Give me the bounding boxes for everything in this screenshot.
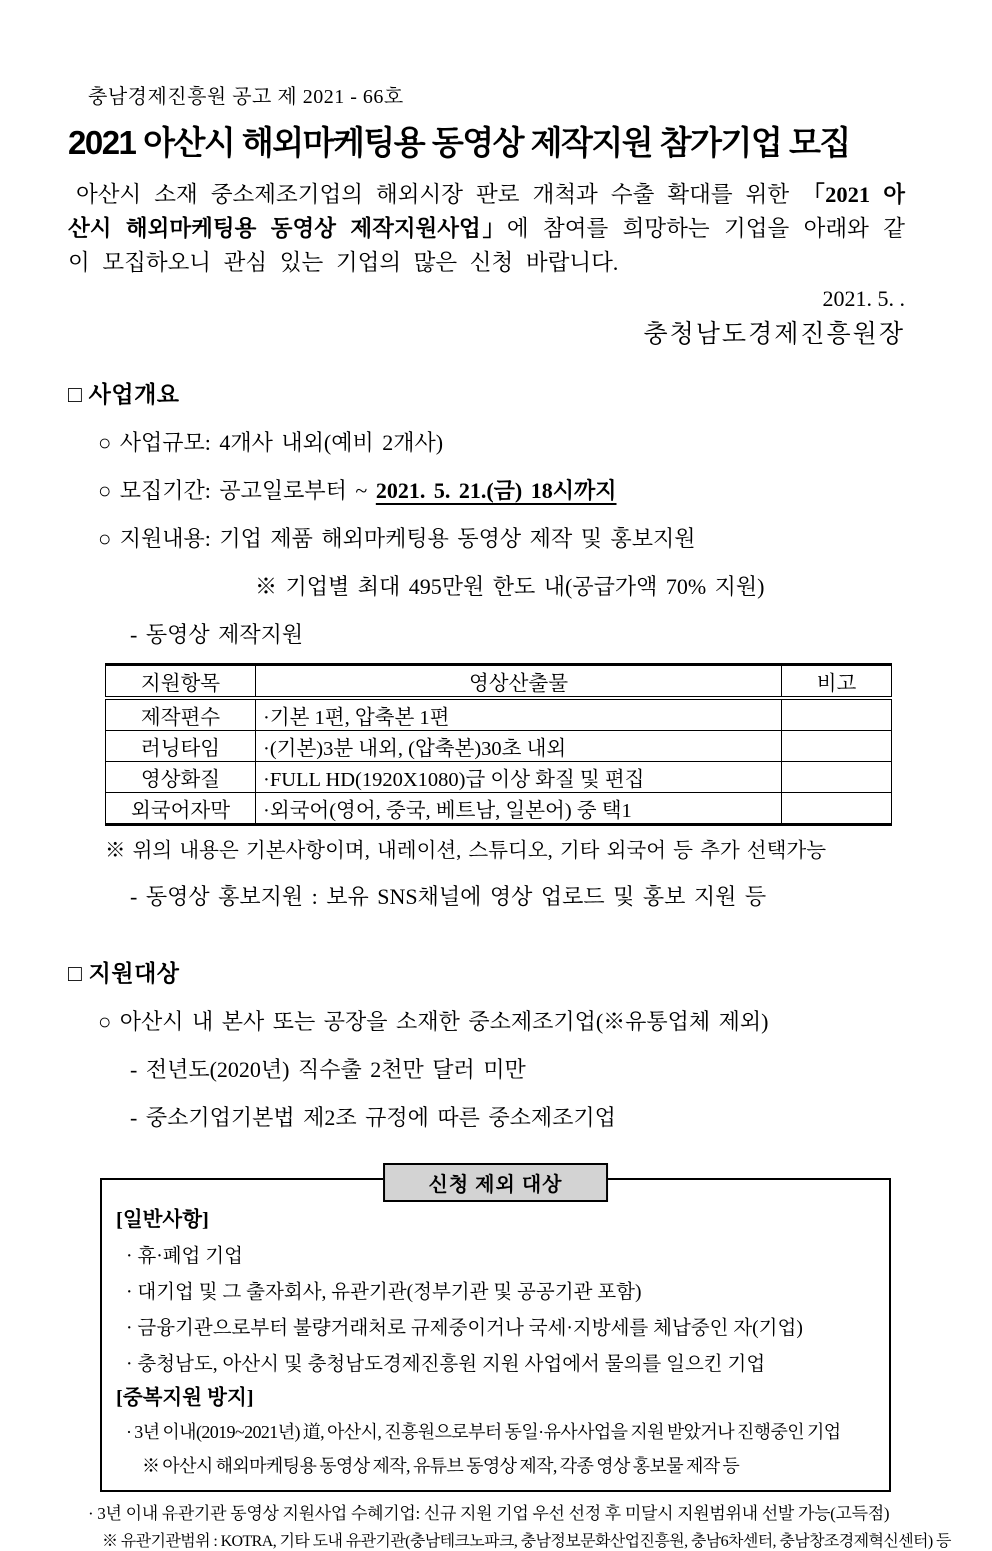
support-limit-note: ※ 기업별 최대 495만원 한도 내(공급가액 70% 지원) <box>255 573 765 599</box>
table-header-remarks: 비고 <box>782 664 892 698</box>
exclusion-item-closed-business: · 휴·폐업 기업 <box>126 1245 243 1267</box>
table-cell-item: 영상화질 <box>106 761 256 792</box>
intro-paragraph <box>68 178 905 281</box>
exclusion-box-title: 신청 제외 대상 <box>383 1163 609 1202</box>
table-cell-note <box>782 761 892 792</box>
exclusion-general-heading: [일반사항] <box>116 1208 209 1231</box>
table-row <box>106 792 892 824</box>
table-header-support-item: 지원항목 <box>106 664 256 698</box>
document-title: 2021 아산시 해외마케팅용 동영상 제작지원 참가기업 모집 <box>68 124 850 161</box>
footer-note-related-orgs: ※ 유관기관범위 : KOTRA, 기타 도내 유관기관(충남테크노파크, 충남정보문화산업진흥원, 충남6차센터, 충남창조경제혁신센터) 등 <box>102 1532 951 1550</box>
intro-program-name: 「2021 아산시 해외마케팅용 동영상 제작지원사업」 <box>68 182 905 242</box>
intro-text-before: 아산시 소재 중소제조기업의 해외시장 판로 개척과 수출 확대를 위한 <box>76 182 803 207</box>
table-footnote: ※ 위의 내용은 기본사항이며, 내레이션, 스튜디오, 기타 외국어 등 추가 선택가능 <box>105 839 827 862</box>
table-cell-output: ·(기본)3분 내외, (압축본)30초 내외 <box>256 730 782 761</box>
bullet-recruit-period <box>68 474 905 505</box>
exclusion-item-large-company: · 대기업 및 그 출자회사, 유관기관(정부기관 및 공공기관 포함) <box>126 1281 642 1303</box>
bullet-target-main: ○ 아산시 내 본사 또는 공장을 소재한 중소제조기업(※유통업체 제외) <box>98 1008 769 1034</box>
table-row <box>106 730 892 761</box>
table-cell-item: 외국어자막 <box>106 792 256 824</box>
table-cell-item: 러닝타임 <box>106 730 256 761</box>
recruit-period-label: ○ 모집기간: 공고일로부터 ~ <box>98 477 376 503</box>
bullet-business-scale: ○ 사업규모: 4개사 내외(예비 2개사) <box>98 429 444 455</box>
exclusion-box <box>100 1173 891 1492</box>
sub-item-video-production: - 동영상 제작지원 <box>130 621 304 647</box>
exclusion-duplicate-heading: [중복지원 방지] <box>116 1386 254 1409</box>
table-cell-output: ·기본 1편, 압축본 1편 <box>256 698 782 731</box>
table-cell-note <box>782 792 892 824</box>
intro-text-after: 에 참여를 희망하는 기업을 아래와 같이 모집하오니 관심 있는 기업의 많은 신청 바랍니다. <box>68 216 905 276</box>
recruit-deadline: 2021. 5. 21.(금) 18시까지 <box>375 477 617 503</box>
footer-note-priority: · 3년 이내 유관기관 동영상 지원사업 수혜기업: 신규 지원 기업 우선 선정 후 미달시 지원범위내 선발 가능(고득점) <box>88 1503 890 1523</box>
section-heading-overview: □ 사업개요 <box>68 381 180 407</box>
table-cell-item: 제작편수 <box>106 698 256 731</box>
target-sub-item-sme-law: - 중소기업기본법 제2조 규정에 따른 중소제조기업 <box>130 1104 616 1130</box>
table-row <box>106 761 892 792</box>
table-cell-output: ·외국어(영어, 중국, 베트남, 일본어) 중 택1 <box>256 792 782 824</box>
video-output-table <box>105 663 892 826</box>
sub-item-video-promotion: - 동영상 홍보지원 : 보유 SNS채널에 영상 업로드 및 홍보 지원 등 <box>130 883 767 909</box>
exclusion-item-duplicate-support: · 3년 이내(2019~2021년) 道, 아산시, 진흥원으로부터 동일·유사사업을 지원 받았거나 진행중인 기업 <box>126 1421 841 1442</box>
table-header-row <box>106 664 892 698</box>
exclusion-item-duplicate-examples: ※ 아산시 해외마케팅용 동영상 제작, 유튜브 동영상 제작, 각종 영상 홍보물 제작 등 <box>142 1455 740 1476</box>
table-row <box>106 698 892 731</box>
signer-line: 충청남도경제진흥원장 <box>643 320 905 348</box>
exclusion-item-misconduct: · 충청남도, 아산시 및 충청남도경제진흥원 지원 사업에서 물의를 일으킨 기업 <box>126 1353 766 1375</box>
notice-number: 충남경제진흥원 공고 제 2021 - 66호 <box>88 86 404 108</box>
section-heading-target: □ 지원대상 <box>68 960 180 986</box>
table-cell-note <box>782 730 892 761</box>
date-line: 2021. 5. . <box>822 285 905 311</box>
target-sub-item-export: - 전년도(2020년) 직수출 2천만 달러 미만 <box>130 1056 526 1082</box>
table-header-video-output: 영상산출물 <box>256 664 782 698</box>
bullet-support-content: ○ 지원내용: 기업 제품 해외마케팅용 동영상 제작 및 홍보지원 <box>98 525 696 551</box>
table-cell-note <box>782 698 892 731</box>
table-cell-output: ·FULL HD(1920X1080)급 이상 화질 및 편집 <box>256 761 782 792</box>
exclusion-item-financial-delinquent: · 금융기관으로부터 불량거래처로 규제중이거나 국세·지방세를 체납중인 자(기업) <box>126 1317 803 1339</box>
